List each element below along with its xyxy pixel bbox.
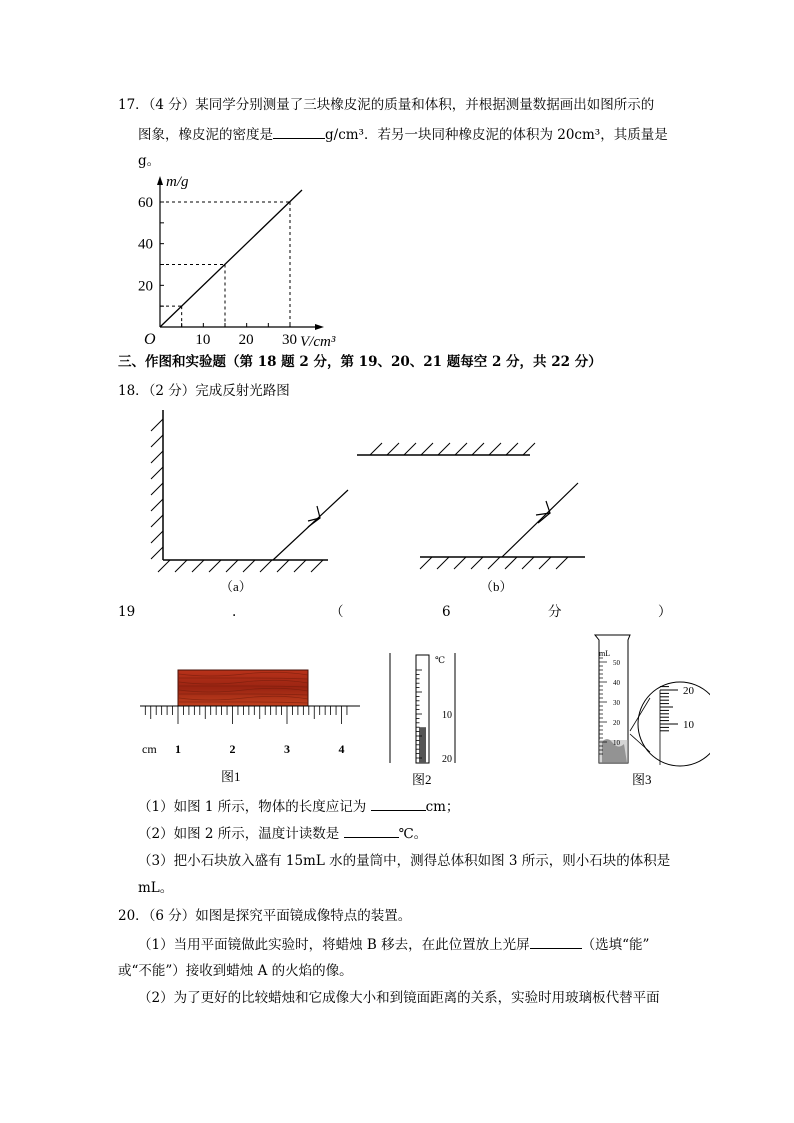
q20-item1 (138, 934, 649, 955)
x-axis-arrow (315, 324, 324, 330)
y-tick-label: 40 (138, 236, 153, 253)
fig3-graduated-cylinder (590, 630, 710, 792)
mirror-hatch (438, 443, 450, 455)
mirror-hatch (209, 560, 221, 572)
cylinder-tick-label: 30 (613, 699, 620, 707)
mirror-hatch (294, 560, 306, 572)
y-tick-label: 60 (138, 195, 153, 211)
x-axis-label: V/cm³ (300, 334, 336, 350)
q19-item3: （3）把小石块放入盛有 15mL 水的量筒中，测得总体积如图 3 所示，则小石块的体积是 (138, 853, 671, 869)
mirror-hatch (489, 443, 501, 455)
q17-line3: g。 (138, 153, 161, 169)
q19-number: 19 (118, 604, 136, 620)
mirror-hatch (387, 443, 399, 455)
ruler-tick-label: 2 (229, 742, 236, 756)
q20-line1: 20．（6 分）如图是探究平面镜成像特点的装置。 (118, 908, 412, 924)
mirror-hatch (488, 557, 500, 569)
mirror-hatch (151, 499, 163, 511)
ruler-tick-label: 4 (338, 742, 345, 756)
mirror-hatch (556, 557, 568, 569)
cylinder-unit: mL (599, 649, 611, 658)
fig2-caption: 图2 (412, 772, 432, 787)
mirror-hatch (455, 443, 467, 455)
q19-item2-a: （2）如图 2 所示，温度计读数是 (138, 826, 344, 842)
mirror-hatch (277, 560, 289, 572)
mirror-hatch (522, 557, 534, 569)
thermo-tick-label: 20 (442, 754, 452, 765)
q19-item1-a: （1）如图 1 所示，物体的长度应记为 (138, 799, 371, 815)
thermo-unit: ℃ (435, 655, 446, 665)
cylinder-tick-label: 10 (613, 739, 620, 747)
x-tick-label: 20 (238, 332, 254, 348)
mirror-hatch (151, 435, 163, 447)
q19-lparen: （ (330, 604, 344, 620)
cylinder-tick-label: 20 (613, 719, 620, 727)
mirror-hatch (151, 515, 163, 527)
y-axis-label: m/g (166, 174, 189, 190)
q18-text: 18．（2 分）完成反射光路图 (118, 383, 290, 399)
mirror-hatch (311, 560, 323, 572)
mirror-hatch (505, 557, 517, 569)
answer-blank-density[interactable] (273, 124, 325, 139)
q19-item1 (138, 796, 459, 817)
mirror-hatch (404, 443, 416, 455)
answer-blank-temperature[interactable] (344, 823, 399, 838)
mirror-hatch (151, 451, 163, 463)
mirror-hatch (192, 560, 204, 572)
q17-mass-volume-chart (138, 170, 358, 350)
q20-item1-b: （选填“能” (581, 937, 650, 953)
q19-rparen: ） (658, 604, 672, 620)
mirror-hatch (243, 560, 255, 572)
mirror-hatch (151, 531, 163, 543)
q19-score: 6 (442, 604, 451, 620)
q19-header (118, 602, 678, 622)
answer-blank-length[interactable] (371, 796, 426, 811)
mirror-hatch (506, 443, 518, 455)
zoom-tick-label: 20 (683, 685, 694, 697)
mirror-hatch (472, 443, 484, 455)
q17-line2-b: g/cm³．若另一块同种橡皮泥的体积为 20cm³，其质量是 (325, 127, 668, 143)
mirror-hatch (539, 557, 551, 569)
mirror-hatch (471, 557, 483, 569)
mirror-hatch (151, 467, 163, 479)
fig2-thermometer (385, 650, 475, 792)
mirror-hatch (523, 443, 535, 455)
mirror-a-vertical (163, 410, 328, 560)
q17-line2 (138, 124, 668, 145)
zoom-tick-label: 10 (683, 719, 694, 731)
mirror-hatch (370, 443, 382, 455)
section3-heading: 三、作图和实验题（第 18 题 2 分，第 19、20、21 题每空 2 分，共 22 分） (118, 354, 602, 370)
q19-item1-b: cm； (425, 799, 460, 815)
ruler-unit: cm (142, 742, 157, 756)
x-tick-label: 10 (195, 332, 211, 348)
mirror-hatch (151, 547, 163, 559)
origin-label: O (144, 331, 156, 348)
mirror-hatch (420, 557, 432, 569)
cylinder-tick-label: 50 (613, 659, 620, 667)
fig1-ruler (135, 660, 370, 790)
mirror-hatch (158, 560, 170, 572)
q20-item2: （2）为了更好的比较蜡烛和它成像大小和到镜面距离的关系，实验时用玻璃板代替平面 (138, 990, 660, 1006)
mirror-hatch (151, 483, 163, 495)
y-tick-label: 20 (138, 278, 153, 295)
q19-item2 (138, 823, 427, 844)
q17-line1: 17．（4 分）某同学分别测量了三块橡皮泥的质量和体积，并根据测量数据画出如图所示的 (118, 97, 655, 113)
thermo-tick-label: 10 (442, 710, 452, 721)
label-b: （b） (480, 579, 513, 594)
q19-unit: 分 (548, 604, 562, 620)
mirror-hatch (421, 443, 433, 455)
mirror-hatch (226, 560, 238, 572)
cylinder-tick-label: 40 (613, 679, 620, 687)
y-axis-arrow (157, 176, 163, 185)
q18-reflection-diagrams (130, 405, 610, 600)
q17-line2-a: 图象，橡皮泥的密度是 (138, 127, 273, 143)
mirror-hatch (175, 560, 187, 572)
ruler-tick-label: 1 (175, 742, 181, 756)
mirror-hatch (260, 560, 272, 572)
q19-item2-b: ℃。 (398, 826, 428, 842)
q20-item1-a: （1）当用平面镜做此实验时，将蜡烛 B 移去，在此位置放上光屏 (138, 937, 530, 953)
mirror-hatch (151, 419, 163, 431)
q19-dot: . (232, 604, 237, 620)
incident-ray-a (273, 490, 348, 560)
mirror-hatch (437, 557, 449, 569)
q19-item3-end: mL。 (138, 880, 174, 896)
x-tick-label: 30 (282, 332, 297, 348)
ruler-tick-label: 3 (284, 742, 290, 756)
label-a: （a） (220, 579, 252, 594)
incident-ray-b (502, 483, 578, 557)
fig3-caption: 图3 (632, 772, 652, 787)
mirror-hatch (454, 557, 466, 569)
answer-blank-screen[interactable] (530, 934, 582, 949)
fig1-caption: 图1 (221, 769, 241, 784)
q20-item1-cont: 或“不能”）接收到蜡烛 A 的火焰的像。 (118, 963, 353, 979)
